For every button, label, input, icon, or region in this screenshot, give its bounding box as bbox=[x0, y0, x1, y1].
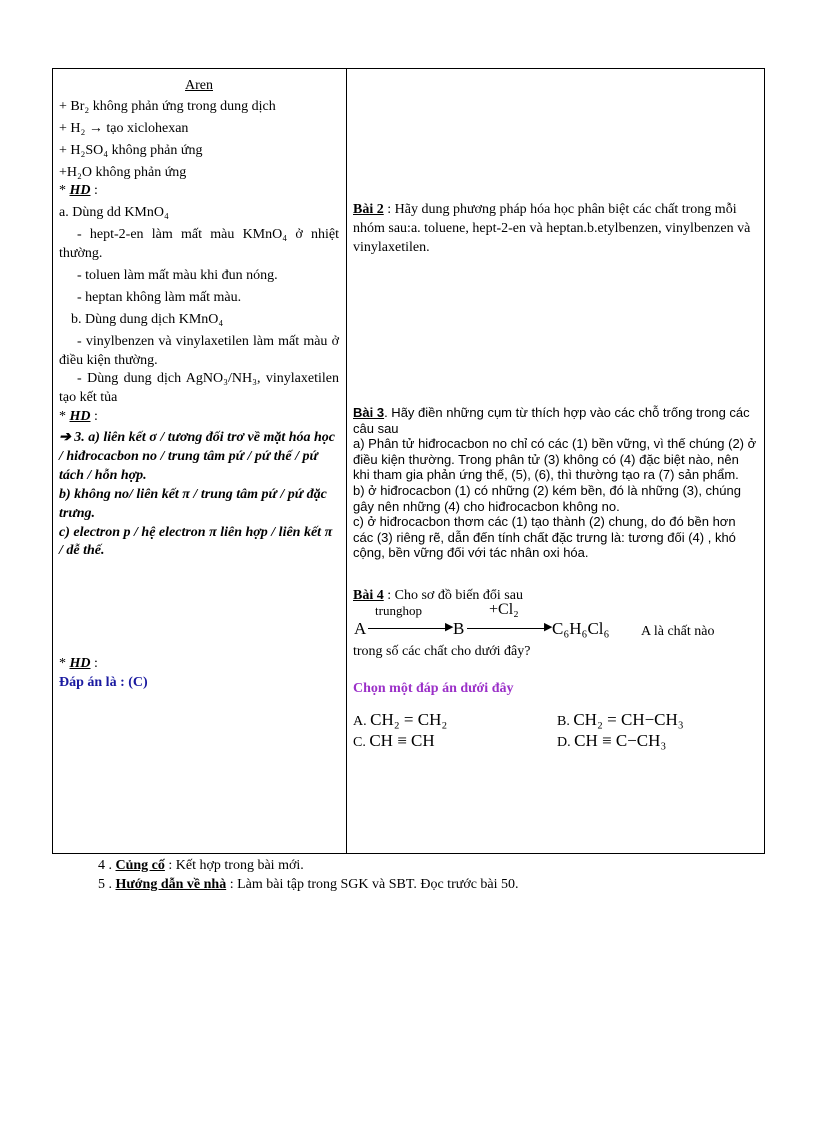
bai4-question: trong số các chất cho dưới đây? bbox=[353, 644, 531, 659]
hd-prefix: * bbox=[59, 183, 70, 199]
part-b-item-2: - Dùng dung dịch AgNO₃/NH₃, vinylaxetilen tạo kết tủa bbox=[59, 371, 339, 406]
option-b[interactable] bbox=[557, 710, 684, 730]
part-a-title: a. Dùng dd KMnO₄ bbox=[59, 205, 169, 221]
option-d-label: D. bbox=[557, 735, 571, 750]
bai2-text: : Hãy dung phương pháp hóa học phân biệt các chất trong mỗi nhóm sau:a. toluene, hept-2-en và heptan.b.etylbenzen, vinylbenzen và vinylaxetilen. bbox=[353, 202, 751, 255]
bai3-line-b: b) ở hiđrocacbon (1) có những (2) kém bền, đó là những (3), chúng gây nên những (4) cho hiđrocacbon không no. bbox=[353, 482, 741, 514]
line-h2so4: + H₂SO₄ không phản ứng bbox=[59, 142, 203, 158]
scheme-product: C₆H₆Cl₆ bbox=[552, 619, 610, 638]
hd2-prefix: * bbox=[59, 409, 70, 425]
hd2-suffix: : bbox=[90, 409, 98, 425]
hd2-label: HD bbox=[69, 409, 91, 425]
arrow-1-head: ▶ bbox=[445, 621, 454, 633]
scheme-tail: A là chất nào bbox=[641, 624, 715, 639]
option-a-label: A. bbox=[353, 714, 367, 729]
bai2-block bbox=[353, 201, 753, 258]
item4-label: Củng cố bbox=[115, 858, 165, 873]
answer3-a: ➔ 3. a) liên kết σ / tương đối trơ về mặt hóa học / hiđrocacbon no / trung tâm pứ / pứ thế / pứ tách / hỗn hợp. bbox=[59, 430, 336, 483]
part-b-item-1: - vinylbenzen và vinylaxetilen làm mất màu ở điều kiện thường. bbox=[59, 333, 339, 368]
part-b-title: b. Dùng dung dịch KMnO₄ bbox=[71, 311, 224, 327]
part-a-item-2: - toluen làm mất màu khi đun nóng. bbox=[77, 268, 278, 284]
hd-heading-2 bbox=[59, 408, 339, 427]
bai3-block bbox=[353, 405, 758, 561]
hd3-label: HD bbox=[69, 656, 91, 671]
heading-aren: Aren bbox=[185, 78, 213, 93]
hd-suffix: : bbox=[90, 183, 98, 199]
hd3-suffix: : bbox=[90, 656, 98, 671]
part-a-item-3: - heptan không làm mất màu. bbox=[77, 289, 242, 305]
line-br2: + Br₂ không phản ứng trong dung dịch bbox=[59, 98, 276, 114]
bai2-label: Bài 2 bbox=[353, 202, 384, 217]
answer-4: Đáp án là : (C) bbox=[59, 675, 148, 690]
scheme-above-2: +Cl₂ bbox=[489, 601, 519, 618]
item5-label: Hướng dẫn về nhà bbox=[115, 877, 227, 892]
arrow-2-head: ▶ bbox=[544, 621, 553, 633]
option-c-formula: CH ≡ CH bbox=[369, 731, 435, 750]
option-c[interactable] bbox=[353, 731, 435, 751]
scheme-a: A bbox=[354, 619, 367, 638]
bai3-line-a: a) Phân tử hiđrocacbon no chỉ có các (1) bền vững, vì thế chúng (2) ở điều kiện thường. Trong phân tử (3) không có (4) đặc biệt nào, nên khi tham gia phản ứng thế, (5), (6), thì thường tạo ra (7) sản phẩm. bbox=[353, 436, 757, 483]
item4-text: : Kết hợp trong bài mới. bbox=[164, 858, 304, 873]
option-d[interactable] bbox=[557, 731, 666, 751]
hd-heading-3 bbox=[59, 656, 98, 672]
content-table bbox=[52, 68, 765, 854]
arrow-2 bbox=[467, 628, 549, 629]
footer-item-5 bbox=[98, 877, 519, 893]
answer3-b: b) không no/ liên kết π / trung tâm pứ / pứ đặc trưng. bbox=[59, 486, 327, 521]
hd-heading-1 bbox=[59, 182, 339, 201]
bai3-label: Bài 3 bbox=[353, 405, 385, 420]
scheme-b: B bbox=[453, 619, 465, 638]
option-a-formula: CH₂ = CH₂ bbox=[370, 710, 448, 729]
bai3-intro bbox=[353, 405, 758, 436]
arrow-1 bbox=[368, 628, 450, 629]
option-a[interactable] bbox=[353, 710, 447, 730]
hd-label: HD bbox=[69, 183, 91, 199]
option-b-label: B. bbox=[557, 714, 570, 729]
choose-answer-label: Chọn một đáp án dưới đây bbox=[353, 681, 514, 696]
option-b-formula: CH₂ = CH−CH₃ bbox=[573, 710, 684, 729]
footer-item-4 bbox=[98, 858, 304, 874]
hd3-prefix: * bbox=[59, 656, 70, 671]
bai4-text: : Cho sơ đồ biến đổi sau bbox=[383, 588, 523, 603]
item4-num: 4 . bbox=[98, 858, 116, 873]
column-divider bbox=[346, 69, 347, 853]
line-h2o: +H₂O không phản ứng bbox=[59, 164, 187, 180]
bai4-label: Bài 4 bbox=[353, 588, 384, 603]
option-c-label: C. bbox=[353, 735, 366, 750]
left-column bbox=[59, 77, 339, 561]
line-h2: + H₂ → tạo xiclohexan bbox=[59, 120, 189, 136]
scheme-above-1: trunghop bbox=[375, 603, 422, 618]
bai3-line-c: c) ở hiđrocacbon thơm các (1) tạo thành (2) chung, do đó bền hơn các (3) riêng rẽ, dẫn đến tính chất đặc trưng là: tương đối (4) , khó cộng, bền vững đối với tác nhân oxi hóa. bbox=[353, 514, 736, 561]
item5-text: : Làm bài tập trong SGK và SBT. Đọc trước bài 50. bbox=[226, 877, 519, 892]
reaction-scheme bbox=[353, 603, 758, 643]
bai3-text: . Hãy điền những cụm từ thích hợp vào các chỗ trống trong các câu sau bbox=[353, 405, 750, 436]
part-a-item-1: - hept-2-en làm mất màu KMnO₄ ở nhiệt thường. bbox=[59, 227, 339, 262]
answer3-c: c) electron p / hệ electron π liên hợp / liên kết π / dễ thế. bbox=[59, 524, 333, 559]
option-d-formula: CH ≡ C−CH₃ bbox=[574, 731, 667, 750]
item5-num: 5 . bbox=[98, 877, 116, 892]
